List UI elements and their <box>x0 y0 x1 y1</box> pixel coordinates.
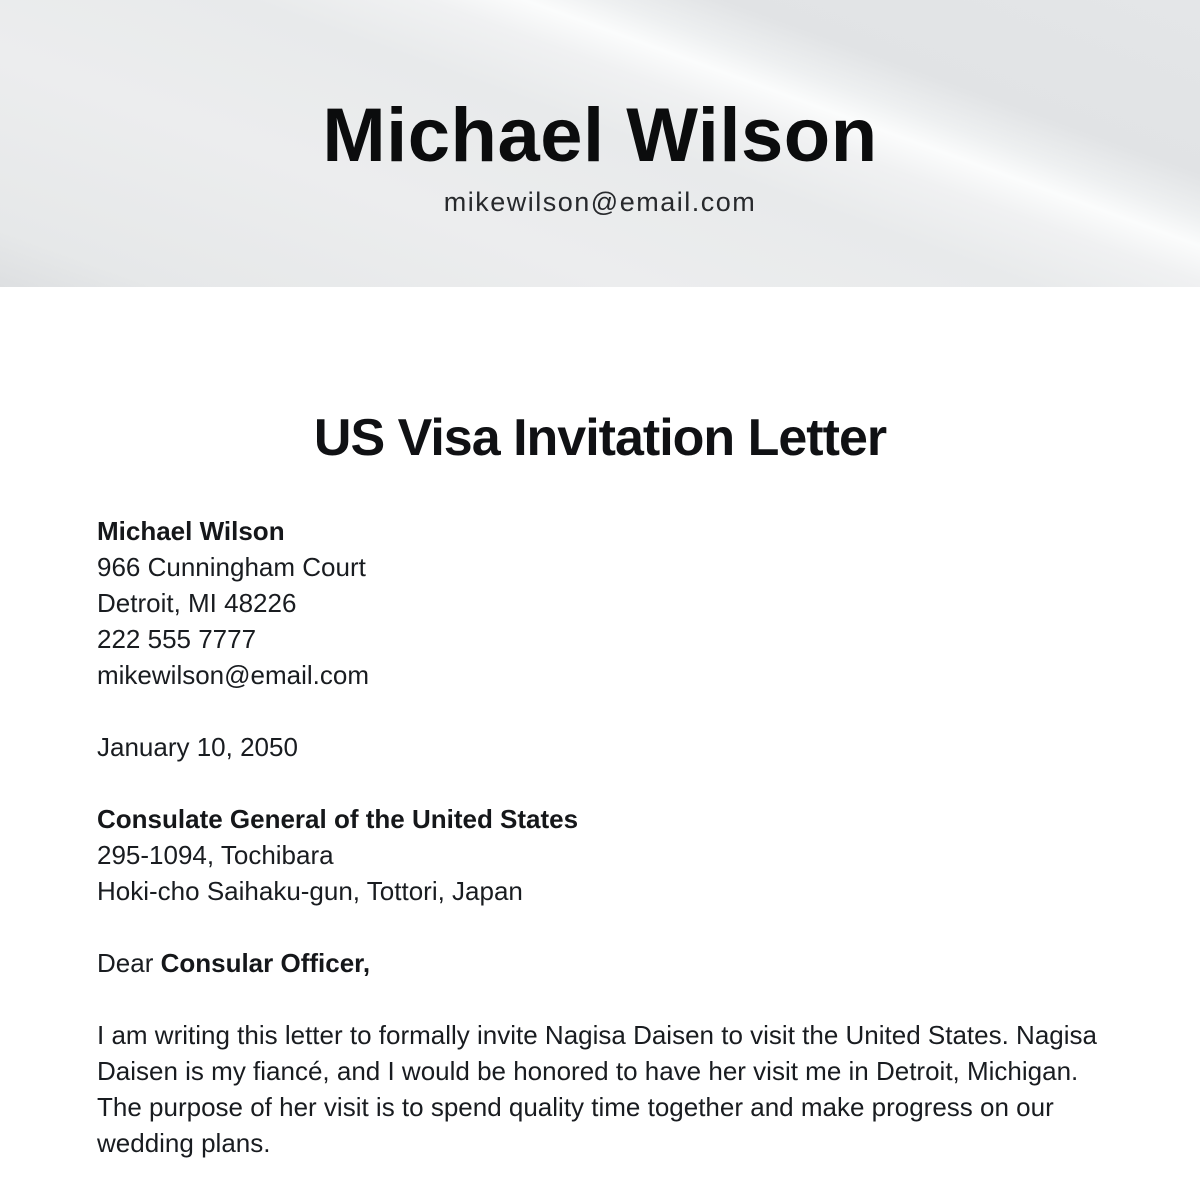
recipient-name: Consulate General of the United States <box>97 804 579 834</box>
letter-date: January 10, 2050 <box>97 732 298 762</box>
sender-phone: 222 555 7777 <box>97 624 257 654</box>
salutation <box>97 945 1103 981</box>
sender-address-line-1: 966 Cunningham Court <box>97 552 366 582</box>
recipient-address-line-1: 295-1094, Tochibara <box>97 840 334 870</box>
recipient-block <box>97 801 1103 909</box>
salutation-prefix: Dear <box>97 948 161 978</box>
letter-content <box>0 406 1200 1161</box>
letterhead-email: mikewilson@email.com <box>443 187 757 217</box>
sender-block <box>97 513 1103 693</box>
recipient-address-line-2: Hoki-cho Saihaku-gun, Tottori, Japan <box>97 876 523 906</box>
letterhead <box>0 0 1200 287</box>
letterhead-name: Michael Wilson <box>322 93 878 178</box>
letter-paragraph: I am writing this letter to formally invite Nagisa Daisen to visit the United States. Nagisa Daisen is my fiancé, and I would be honored to have her visit me in Detroit, Michigan. The purpose of her visit is to spend quality time together and make progress on our wedding plans. <box>97 1020 1097 1158</box>
sender-address-line-2: Detroit, MI 48226 <box>97 588 297 618</box>
sender-name: Michael Wilson <box>97 516 285 546</box>
sender-email: mikewilson@email.com <box>97 660 370 690</box>
salutation-recipient: Consular Officer, <box>160 948 371 978</box>
letter-title: US Visa Invitation Letter <box>313 409 887 467</box>
